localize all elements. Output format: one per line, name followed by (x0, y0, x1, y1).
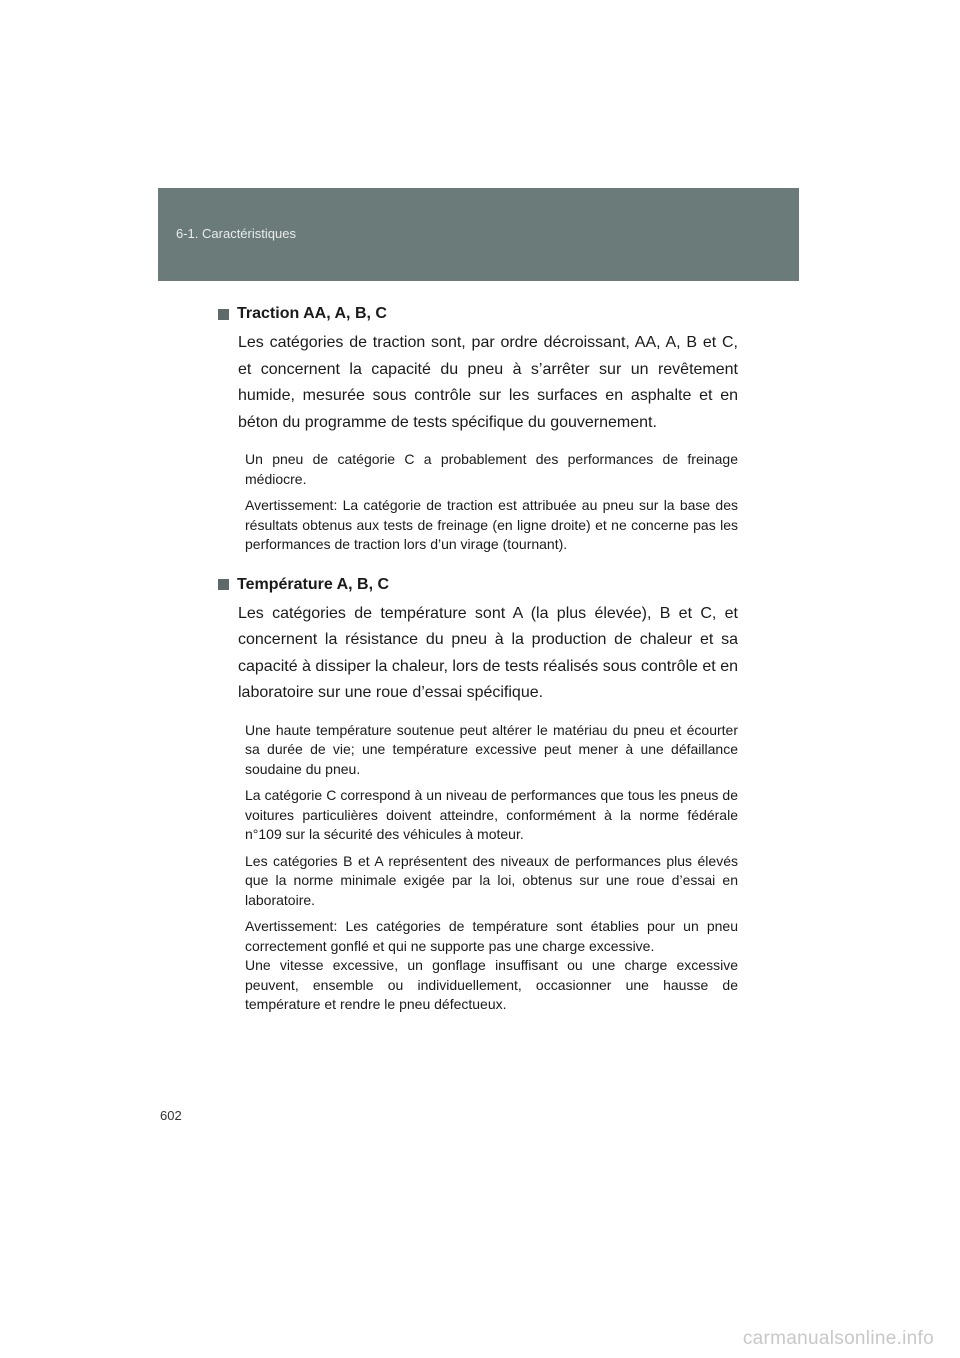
page-content (218, 300, 738, 1015)
square-bullet-icon (218, 309, 229, 320)
temperature-section (218, 571, 738, 1015)
page-number: 602 (160, 1108, 182, 1123)
note-paragraph: Une vitesse excessive, un gonflage insuffisant ou une charge excessive peuvent, ensemble ou individuellement, occasionner une hausse de température et rendre le pneu défectueux. (245, 957, 738, 1012)
watermark: carmanualsonline.info (742, 1328, 934, 1349)
heading-text: Température A, B, C (237, 575, 390, 593)
note-paragraph: Une haute température soutenue peut altérer le matériau du pneu et écourter sa durée de vie; une température excessive peut mener à une défaillance soudaine du pneu. (245, 721, 738, 777)
header-band (158, 188, 799, 281)
traction-section (218, 300, 738, 555)
section-heading (218, 571, 738, 599)
note-paragraph: La catégorie C correspond à un niveau de performances que tous les pneus de voitures particulières doivent atteindre, conformément à la norme fédérale n°109 sur la sécurité des véhicules à moteur. (245, 787, 738, 842)
square-bullet-icon (218, 579, 229, 590)
section-heading (218, 300, 738, 328)
heading-text: Traction AA, A, B, C (237, 305, 387, 322)
section-title: 6-1. Caractéristiques (176, 226, 296, 241)
body-paragraph: Les catégories de traction sont, par ordre décroissant, AA, A, B et C, et concernent la capacité du pneu à s’arrêter sur un revêtement humide, mesurée sous contrôle sur les surfaces en asphalte et en béton du programme de tests spécifique du gouvernement. (238, 334, 738, 431)
body-paragraph: Les catégories de température sont A (la plus élevée), B et C, et concernent la résistance du pneu à la production de chaleur et sa capacité à dissiper la chaleur, lors de tests réalisés sous contrôle et en laboratoire sur une roue d’essai spécifique. (238, 604, 738, 701)
note-paragraph: Avertissement: La catégorie de traction est attribuée au pneu sur la base des résultats obtenus aux tests de freinage (en ligne droite) et ne concerne pas les performances de traction lors d’un virage (tournant). (245, 497, 738, 552)
note-paragraph: Un pneu de catégorie C a probablement des performances de freinage médiocre. (245, 451, 738, 487)
note-paragraph: Avertissement: Les catégories de température sont établies pour un pneu correctement gonflé et qui ne supporte pas une charge excessive. (245, 918, 738, 954)
note-paragraph: Les catégories B et A représentent des niveaux de performances plus élevés que la norme minimale exigée par la loi, obtenus sur une roue d’essai en laboratoire. (245, 852, 738, 908)
